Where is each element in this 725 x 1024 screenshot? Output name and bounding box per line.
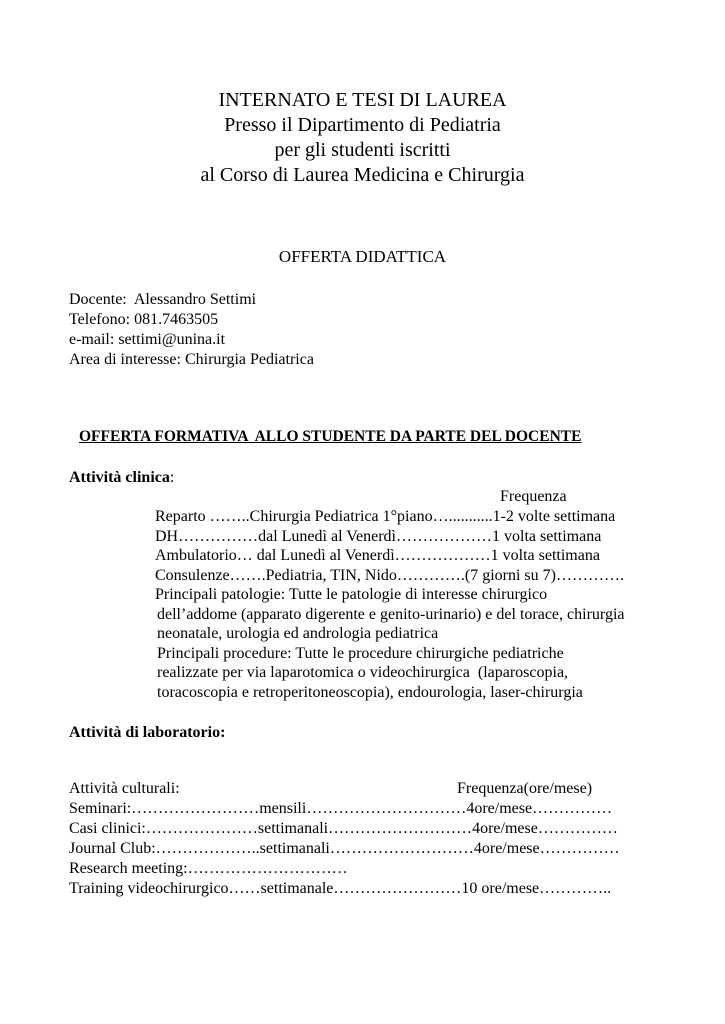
clinica-row-reparto: Reparto ……..Chirurgia Pediatrica 1°piano…...........1-2 volte settimana xyxy=(155,508,616,525)
procedure-line-1: Principali procedure: Tutte le procedure chirurgiche pediatriche xyxy=(157,645,564,662)
patologie-line-3: neonatale, urologia ed andrologia pediatrica xyxy=(157,625,439,642)
clinica-row-ambulatorio: Ambulatorio… dal Lunedì al Venerdì………………1 volta settimana xyxy=(155,547,600,564)
area-interesse-line: Area di interesse: Chirurgia Pediatrica xyxy=(69,351,314,368)
patologie-line-2: dell’addome (apparato digerente e genito-urinario) e del torace, chirurgia xyxy=(157,606,625,623)
attivita-clinica-label: Attività clinica xyxy=(69,469,170,486)
culturali-row-training: Training videochirurgico……settimanale……………………10 ore/mese………….. xyxy=(69,880,612,897)
culturali-row-journal-club: Journal Club:………………..settimanali………………………4ore/mese…………… xyxy=(69,840,620,857)
attivita-clinica-colon: : xyxy=(169,469,175,486)
frequenza-header: Frequenza xyxy=(500,488,567,505)
attivita-culturali-label: Attività culturali: xyxy=(69,780,180,797)
offerta-formativa-heading: OFFERTA FORMATIVA ALLO STUDENTE DA PARTE DEL DOCENTE xyxy=(79,428,582,445)
title-line-4: al Corso di Laurea Medicina e Chirurgia xyxy=(200,164,525,186)
clinica-row-consulenze: Consulenze…….Pediatria, TIN, Nido………….(7 giorni su 7)…………. xyxy=(155,567,624,584)
attivita-laboratorio-heading: Attività di laboratorio: xyxy=(69,724,226,741)
docente-line: Docente: Alessandro Settimi xyxy=(69,291,257,308)
culturali-row-casi-clinici: Casi clinici:…………………settimanali………………………4ore/mese…………… xyxy=(69,820,618,837)
procedure-line-3: toracoscopia e retroperitoneoscopia), endourologia, laser-chirurgia xyxy=(157,684,583,701)
offerta-didattica-heading: OFFERTA DIDATTICA xyxy=(278,247,447,266)
frequenza-ore-mese-header: Frequenza(ore/mese) xyxy=(457,780,593,797)
procedure-line-2: realizzate per via laparotomica o videochirurgica (laparoscopia, xyxy=(157,664,569,681)
patologie-line-1: Principali patologie: Tutte le patologie di interesse chirurgico xyxy=(155,586,548,603)
culturali-row-research-meeting: Research meeting:………………………… xyxy=(69,860,348,877)
clinica-row-dh: DH……………dal Lunedì al Venerdì………………1 volta settimana xyxy=(155,528,602,545)
attivita-clinica-heading xyxy=(69,468,174,488)
email-line: e-mail: settimi@unina.it xyxy=(69,331,226,348)
title-line-3: per gli studenti iscritti xyxy=(274,139,451,161)
culturali-row-seminari: Seminari:……………………mensili…………………………4ore/mese…………… xyxy=(69,800,613,817)
title-line-1: INTERNATO E TESI DI LAUREA xyxy=(218,89,507,111)
telefono-line: Telefono: 081.7463505 xyxy=(69,311,219,328)
title-line-2: Presso il Dipartimento di Pediatria xyxy=(224,114,501,136)
